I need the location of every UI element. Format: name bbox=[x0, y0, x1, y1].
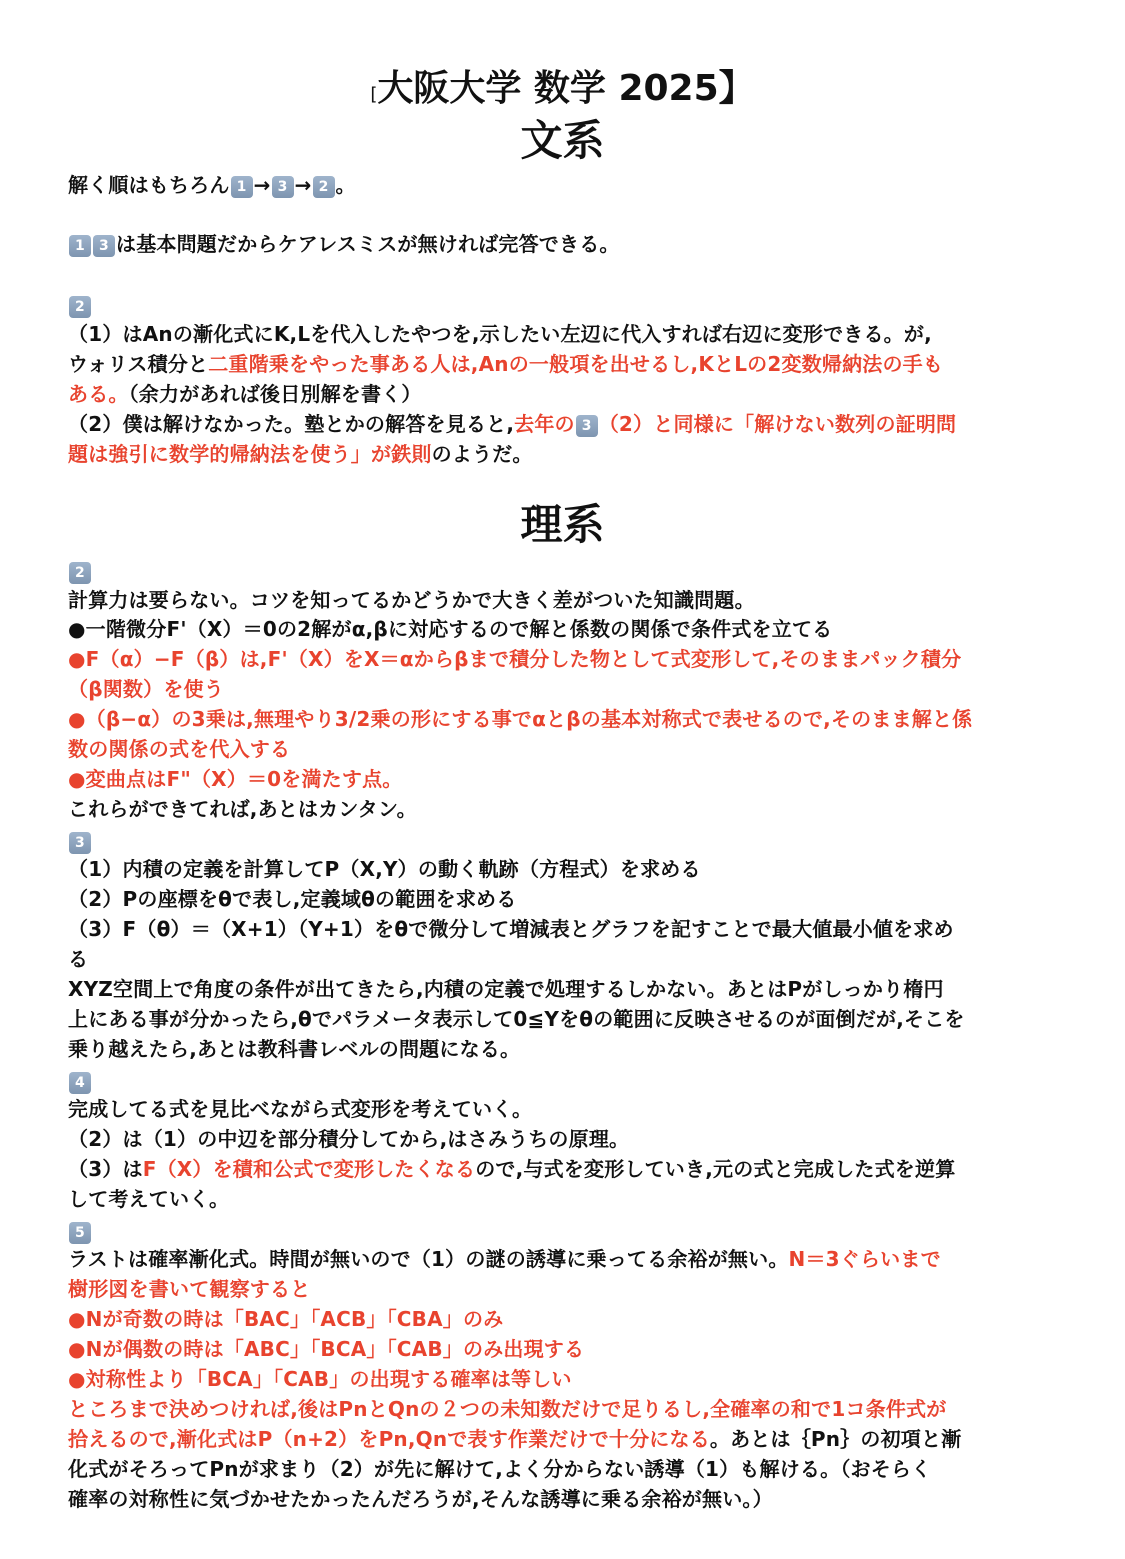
bullet-line: ●F（α）−F（β）は,F'（X）をX＝αからβまで積分した物として式変形して,そのままパック積分 bbox=[68, 647, 962, 671]
solve-order-line bbox=[68, 170, 1058, 200]
paragraph-line: （2）は（1）の中辺を部分積分してから,はさみうちの原理。 bbox=[68, 1127, 630, 1151]
highlight-text: （2）と同様に「解けない数列の証明問 bbox=[598, 412, 957, 436]
paragraph-line: 上にある事が分かったら,θでパラメータ表示して0≦Yをθの範囲に反映させるのが面倒だが,そこを bbox=[68, 1007, 965, 1031]
bullet-line: ●対称性より「BCA」「CAB」の出現する確率は等しい bbox=[68, 1367, 572, 1391]
paragraph-line: （3）F（θ）＝（X+1）（Y+1）をθで微分して増減表とグラフを記すことで最大値最小値を求め bbox=[68, 917, 954, 941]
paragraph-line: 計算力は要らない。コツを知ってるかどうかで大きく差がついた知識問題。 bbox=[68, 588, 755, 612]
paragraph-line: して考えていく。 bbox=[68, 1187, 230, 1211]
paragraph-line bbox=[68, 1424, 1058, 1454]
title-main: 大阪大学 数学 2025】 bbox=[377, 68, 755, 109]
highlight-text: 拾えるので,漸化式はP（n+2）をPn,Qnで表す作業だけで十分になる bbox=[68, 1427, 710, 1451]
solve-order-text: 解く順はもちろん bbox=[68, 173, 230, 197]
section-heading-rikei: 理系 bbox=[520, 500, 605, 549]
bullet-line: ●（β−α）の3乗は,無理やり3/2乗の形にする事でαとβの基本対称式で表せるので,そのまま解と係 bbox=[68, 707, 973, 731]
keycap-3-icon: 3 bbox=[69, 832, 91, 854]
paragraph-line: 化式がそろってPnが求まり（2）が先に解けて,よく分からない誘導（1）も解ける。（おそらく bbox=[68, 1457, 932, 1481]
text-span: ラストは確率漸化式。時間が無いので（1）の謎の誘導に乗ってる余裕が無い。 bbox=[68, 1247, 789, 1271]
paragraph-line: XYZ空間上で角度の条件が出てきたら,内積の定義で処理するしかない。あとはPがしっかり楕円 bbox=[68, 977, 944, 1001]
keycap-1-icon: 1 bbox=[231, 176, 253, 198]
paragraph-line: 乗り越えたら,あとは教科書レベルの問題になる。 bbox=[68, 1037, 521, 1061]
arrow-text: → bbox=[253, 173, 271, 197]
title-bracket: [ bbox=[370, 84, 378, 105]
highlight-text: F（X）を積和公式で変形したくなる bbox=[142, 1157, 476, 1181]
text-span: 。あとは｛Pn｝の初項と漸 bbox=[709, 1427, 962, 1451]
text-span: ウォリス積分と bbox=[68, 352, 209, 376]
paragraph-line: 完成してる式を見比べながら式変形を考えていく。 bbox=[68, 1097, 533, 1121]
bullet-line: ●Nが奇数の時は「BAC」「ACB」「CBA」のみ bbox=[68, 1307, 504, 1331]
problem-5-marker bbox=[68, 1216, 1058, 1246]
highlight-text: 題は強引に数学的帰納法を使う」が鉄則 bbox=[68, 442, 432, 466]
period-text: 。 bbox=[335, 173, 356, 197]
paragraph-line: 確率の対称性に気づかせたかったんだろうが,そんな誘導に乗る余裕が無い。） bbox=[68, 1487, 773, 1511]
problem-2-marker bbox=[68, 290, 1058, 320]
keycap-5-icon: 5 bbox=[69, 1222, 91, 1244]
keycap-2-icon: 2 bbox=[313, 176, 335, 198]
problem-3-marker bbox=[68, 826, 1058, 856]
text-span: （2）僕は解けなかった。塾とかの解答を見ると, bbox=[68, 412, 515, 436]
paragraph-line bbox=[68, 439, 1058, 469]
keycap-1-icon: 1 bbox=[69, 235, 91, 257]
highlight-text: 二重階乗をやった事ある人は,Anの一般項を出せるし,KとLの2変数帰納法の手も bbox=[208, 352, 944, 376]
text-span: ので,与式を変形していき,元の式と完成した式を逆算 bbox=[475, 1157, 956, 1181]
bullet-line: （β関数）を使う bbox=[68, 677, 224, 701]
bullet-line: ●Nが偶数の時は「ABC」「BCA」「CAB」のみ出現する bbox=[68, 1337, 585, 1361]
basic-problems-line bbox=[68, 229, 1058, 259]
bullet-line: 数の関係の式を代入する bbox=[68, 737, 291, 761]
text-span: のようだ。 bbox=[431, 442, 533, 466]
keycap-2-icon: 2 bbox=[69, 562, 91, 584]
keycap-4-icon: 4 bbox=[69, 1072, 91, 1094]
text-span: （3）は bbox=[68, 1157, 143, 1181]
paragraph-line bbox=[68, 379, 1058, 409]
highlight-text: 去年の bbox=[514, 412, 575, 436]
section-heading-bunkei: 文系 bbox=[520, 116, 605, 165]
paragraph-line bbox=[68, 1154, 1058, 1184]
paragraph-line: （1）はAnの漸化式にK,Lを代入したやつを,示したい左辺に代入すれば右辺に変形できる。が, bbox=[68, 322, 932, 346]
arrow-text: → bbox=[294, 173, 312, 197]
bullet-line: ●変曲点はF"（X）＝0を満たす点。 bbox=[68, 767, 403, 791]
paragraph-line: （1）内積の定義を計算してP（X,Y）の動く軌跡（方程式）を求める bbox=[68, 857, 701, 881]
page-title bbox=[0, 66, 1125, 118]
paragraph-line: る bbox=[68, 947, 89, 971]
text-span: （余力があれば後日別解を書く） bbox=[128, 382, 422, 406]
problem-2-marker bbox=[68, 556, 1058, 586]
keycap-2-icon: 2 bbox=[69, 296, 91, 318]
paragraph-line: これらができてれば,あとはカンタン。 bbox=[68, 797, 417, 821]
problem-4-marker bbox=[68, 1066, 1058, 1096]
paragraph-line: （2）Pの座標をθで表し,定義域θの範囲を求める bbox=[68, 887, 517, 911]
highlight-text: N＝3ぐらいまで bbox=[788, 1247, 941, 1271]
keycap-3-icon: 3 bbox=[93, 235, 115, 257]
highlight-text: ある。 bbox=[68, 382, 129, 406]
paragraph-line bbox=[68, 349, 1058, 379]
basic-text: は基本問題だからケアレスミスが無ければ完答できる。 bbox=[116, 232, 620, 256]
paragraph-line: ところまで決めつければ,後はPnとQnの２つの未知数だけで足りるし,全確率の和で1コ条件式が bbox=[68, 1397, 947, 1421]
paragraph-line bbox=[68, 1244, 1058, 1274]
paragraph-line bbox=[68, 409, 1058, 439]
keycap-3-icon: 3 bbox=[576, 415, 598, 437]
keycap-3-icon: 3 bbox=[272, 176, 294, 198]
bullet-line: ●一階微分F'（X）＝0の2解がα,βに対応するので解と係数の関係で条件式を立てる bbox=[68, 617, 833, 641]
paragraph-line: 樹形図を書いて観察すると bbox=[68, 1277, 311, 1301]
